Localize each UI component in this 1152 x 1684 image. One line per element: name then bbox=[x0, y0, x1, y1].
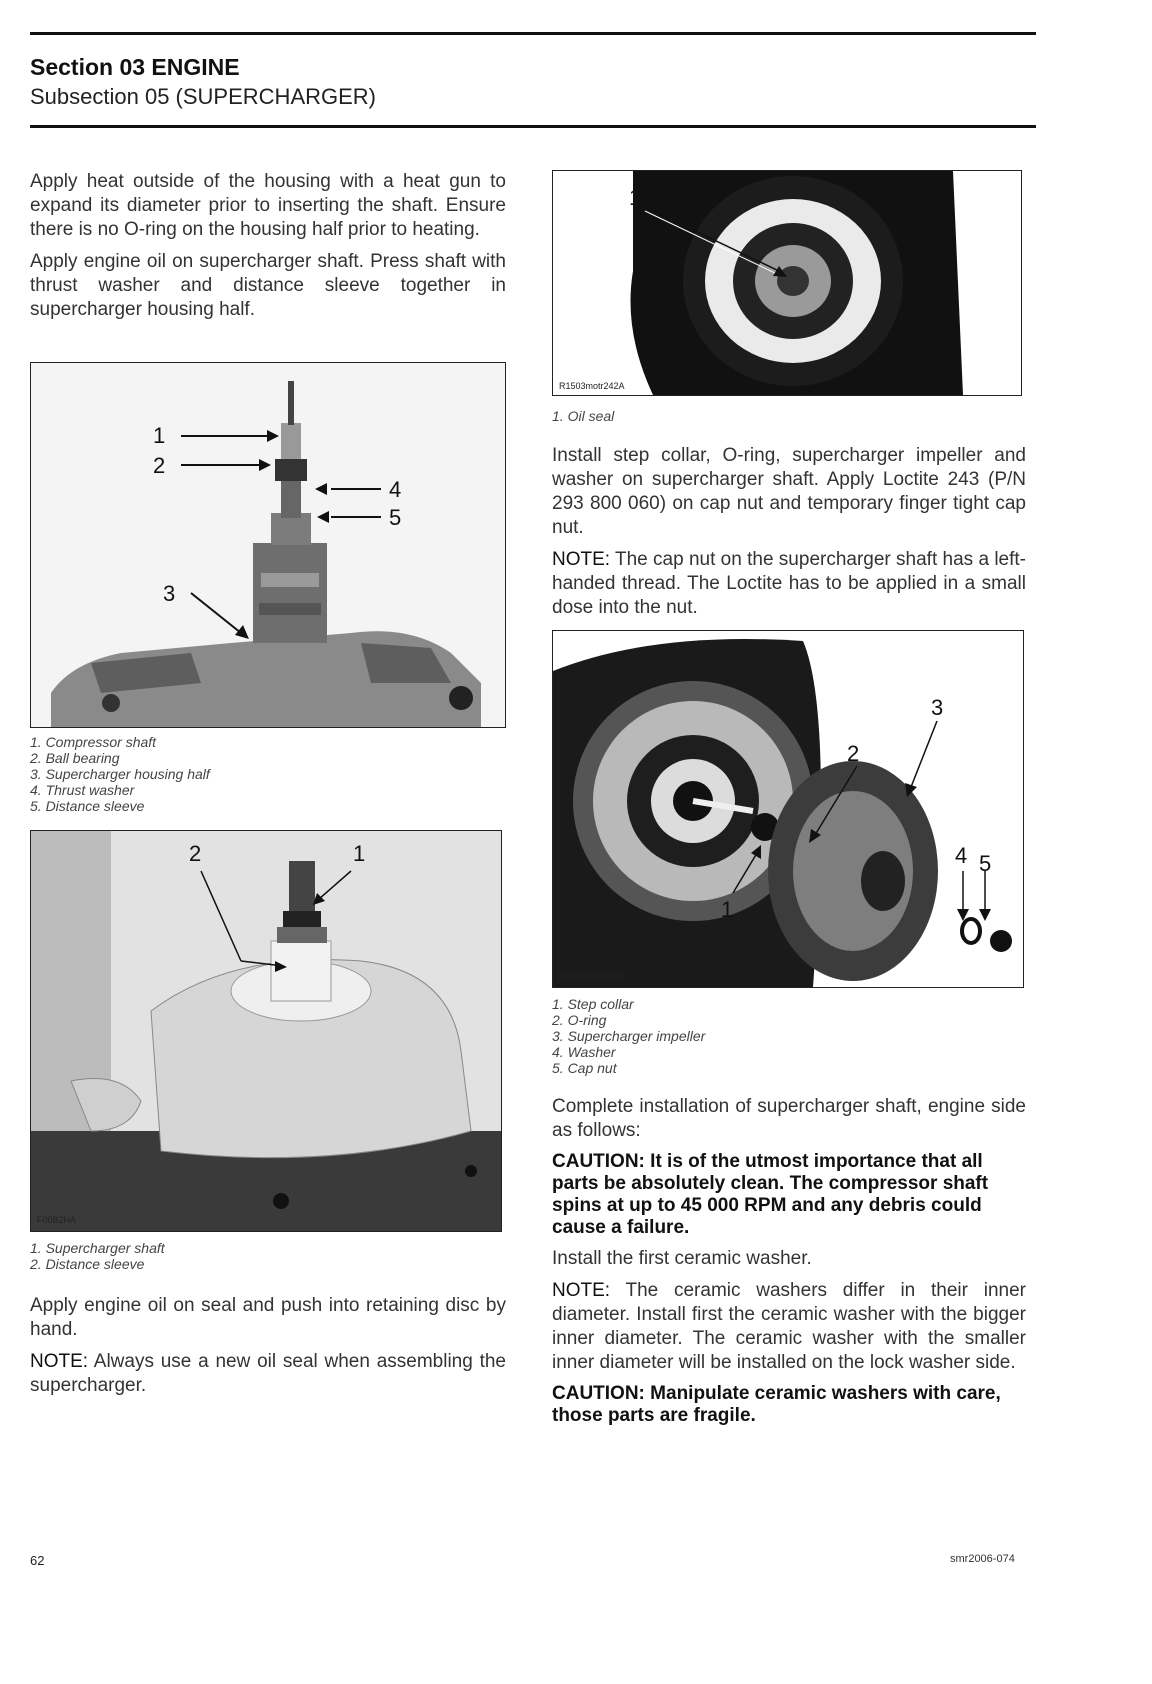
figure-impeller-assembly-caption bbox=[552, 996, 705, 1076]
caption-item: 1. Compressor shaft bbox=[30, 734, 157, 750]
right-column-bottom bbox=[552, 1095, 1026, 1435]
right-column-middle bbox=[552, 444, 1026, 628]
right-note-1 bbox=[552, 548, 1026, 620]
caption-item: 1. Supercharger shaft bbox=[30, 1240, 165, 1256]
right-paragraph-1: Install step collar, O-ring, supercharger impeller and washer on supercharger shaft. Apply Loctite 243 (P/N 293 800 060) on cap nut and temporary finger tight cap nut. bbox=[552, 445, 1026, 538]
figure-supercharger-shaft-caption bbox=[30, 1240, 165, 1272]
left-paragraph-1: Apply heat outside of the housing with a heat gun to expand its diameter prior to inserting the shaft. Ensure there is no O-ring on the housing half prior to heating. bbox=[30, 171, 506, 240]
right-note-2 bbox=[552, 1279, 1026, 1375]
caption-item: 4. Washer bbox=[552, 1044, 616, 1060]
fig3-callout-1: 1 bbox=[629, 185, 642, 210]
fig2-code: F00B2HA bbox=[37, 1215, 77, 1225]
note-label: NOTE: bbox=[30, 1351, 89, 1372]
caption-item: 3. Supercharger housing half bbox=[30, 766, 210, 782]
fig4-callout-1: 1 bbox=[721, 897, 734, 922]
figure-compressor-shaft bbox=[30, 362, 506, 728]
figure-compressor-shaft-caption bbox=[30, 734, 210, 814]
note-text: Always use a new oil seal when assembling the supercharger. bbox=[30, 1351, 506, 1396]
note-text: The cap nut on the supercharger shaft has a left-handed thread. The Loctite has to be applied in a small dose into the nut. bbox=[552, 549, 1026, 618]
fig4-callout-2: 2 bbox=[847, 741, 860, 766]
caption-item: 1. Step collar bbox=[552, 996, 634, 1012]
page-number: 62 bbox=[30, 1553, 45, 1568]
fig1-callout-1: 1 bbox=[153, 423, 166, 448]
caption-item: 2. Distance sleeve bbox=[30, 1256, 145, 1272]
figure-oil-seal bbox=[552, 170, 1022, 396]
fig1-callout-5: 5 bbox=[389, 505, 402, 530]
right-caution-2 bbox=[552, 1383, 1026, 1427]
caption-item: 1. Oil seal bbox=[552, 408, 615, 424]
fig3-code: R1503motr242A bbox=[559, 381, 625, 391]
caption-item: 4. Thrust washer bbox=[30, 782, 135, 798]
caution-label: CAUTION: bbox=[552, 1383, 645, 1404]
fig4-callout-3: 3 bbox=[931, 695, 944, 720]
left-paragraph-2: Apply engine oil on supercharger shaft. Press shaft with thrust washer and distance sleeve together in supercharger housing half. bbox=[30, 251, 506, 320]
caption-item: 2. Ball bearing bbox=[30, 750, 120, 766]
fig1-callout-2: 2 bbox=[153, 453, 166, 478]
figure-oil-seal-caption bbox=[552, 408, 614, 424]
fig1-callout-3: 3 bbox=[163, 581, 176, 606]
header-bottom-rule bbox=[30, 125, 1036, 128]
caption-item: 2. O-ring bbox=[552, 1012, 607, 1028]
figure-impeller-assembly bbox=[552, 630, 1024, 988]
caption-item: 3. Supercharger impeller bbox=[552, 1028, 706, 1044]
figure-compressor-shaft-image bbox=[31, 363, 505, 727]
caption-item: 5. Cap nut bbox=[552, 1060, 617, 1076]
fig1-callout-4: 4 bbox=[389, 477, 402, 502]
figure-impeller-assembly-image bbox=[553, 631, 1023, 987]
right-caution-1 bbox=[552, 1151, 1026, 1239]
figure-supercharger-shaft bbox=[30, 830, 502, 1232]
document-code: smr2006-074 bbox=[950, 1553, 1015, 1565]
note-label: NOTE: bbox=[552, 1280, 611, 1301]
left-paragraph-3: Apply engine oil on seal and push into retaining disc by hand. bbox=[30, 1295, 506, 1340]
fig2-callout-2: 2 bbox=[189, 841, 202, 866]
fig2-callout-1: 1 bbox=[353, 841, 366, 866]
caution-text: Manipulate ceramic washers with care, those parts are fragile. bbox=[552, 1383, 1001, 1426]
fig4-callout-4: 4 bbox=[955, 843, 968, 868]
left-note bbox=[30, 1350, 506, 1398]
right-paragraph-3: Install the first ceramic washer. bbox=[552, 1248, 812, 1269]
figure-oil-seal-image bbox=[553, 171, 1021, 395]
caution-text: It is of the utmost importance that all parts be absolutely clean. The compressor shaft spins at up to 45 000 RPM and any debris could cause a failure. bbox=[552, 1151, 989, 1238]
fig4-code: R1503motr229B bbox=[559, 971, 625, 981]
caution-label: CAUTION: bbox=[552, 1151, 645, 1172]
header-top-rule bbox=[30, 32, 1036, 35]
left-column-top bbox=[30, 170, 506, 330]
left-column-bottom bbox=[30, 1294, 506, 1406]
note-label: NOTE: bbox=[552, 549, 611, 570]
figure-supercharger-shaft-image bbox=[31, 831, 501, 1231]
caption-item: 5. Distance sleeve bbox=[30, 798, 145, 814]
right-paragraph-2: Complete installation of supercharger shaft, engine side as follows: bbox=[552, 1096, 1026, 1141]
subsection-title: Subsection 05 (SUPERCHARGER) bbox=[30, 84, 377, 109]
section-title: Section 03 ENGINE bbox=[30, 54, 240, 80]
fig4-callout-5: 5 bbox=[979, 851, 992, 876]
note-text: The ceramic washers differ in their inner diameter. Install first the ceramic washer with the bigger inner diameter. The ceramic washer with the smaller inner diameter will be installed on the lock washer side. bbox=[552, 1280, 1026, 1373]
